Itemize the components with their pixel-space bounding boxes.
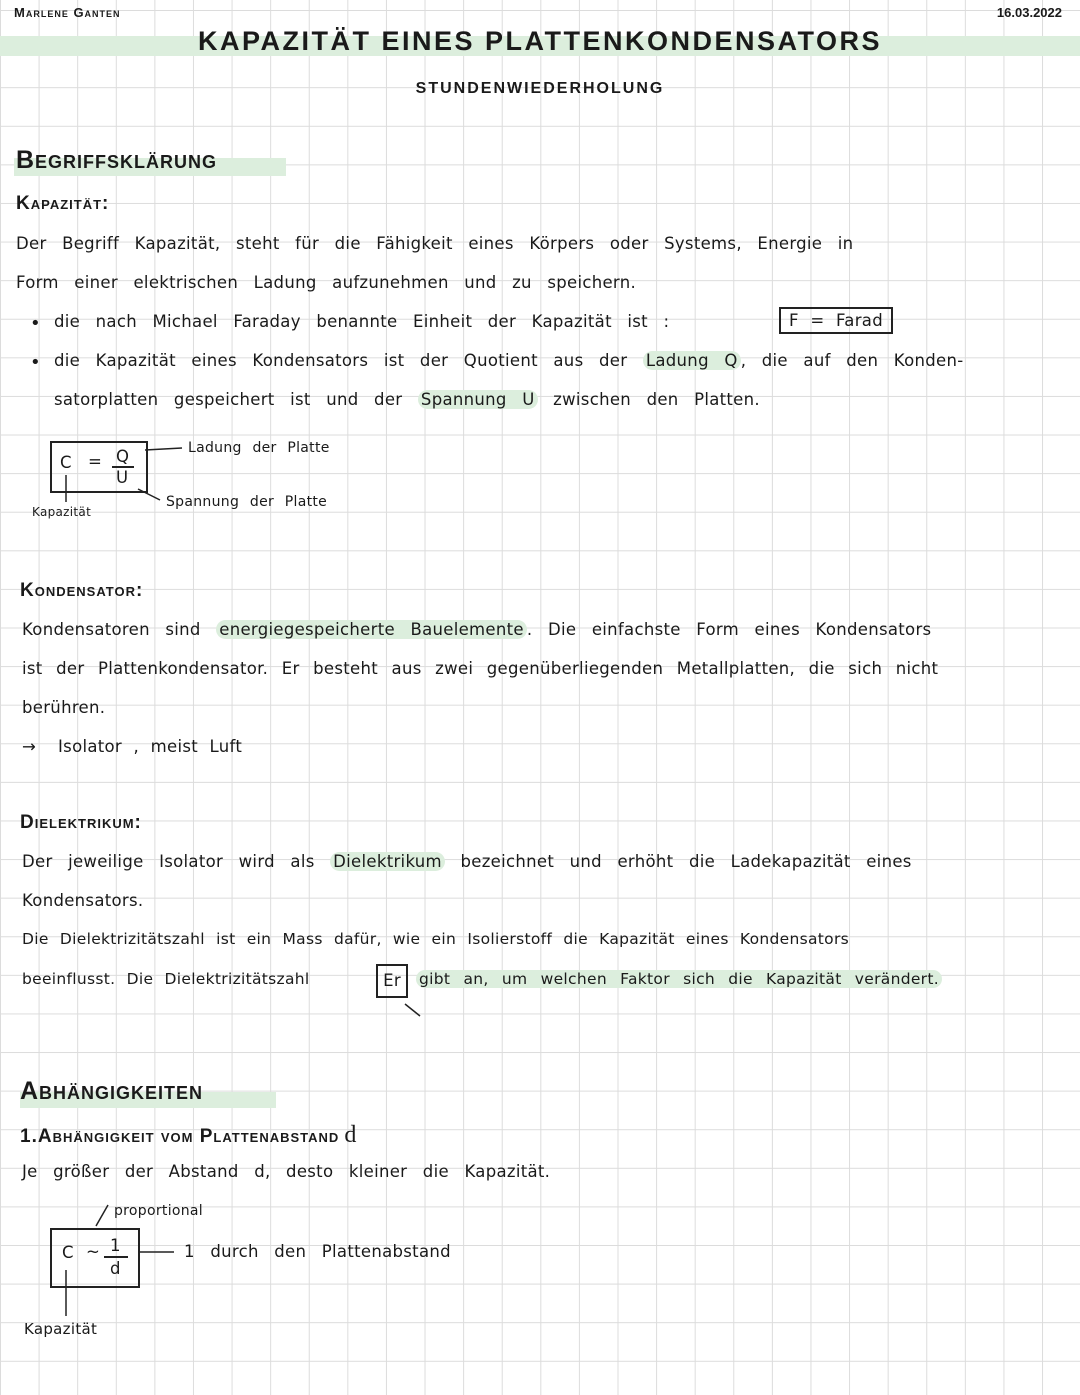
line-to-proportional xyxy=(96,1205,108,1226)
label-proportional: proportional xyxy=(114,1203,203,1219)
highlight-bauelemente: energiegespeicherte Bauelemente xyxy=(216,620,527,639)
dielektrikum-line2: Kondensators. xyxy=(22,891,144,910)
kondensator-line1-post: . Die einfachste Form eines Kondensators xyxy=(526,620,932,639)
highlight-ladung-q: Ladung Q xyxy=(643,351,741,370)
subheading-plattenabstand-text: 1.Abhängigkeit vom Plattenabstand xyxy=(20,1126,340,1147)
page-subtitle: STUNDENWIEDERHOLUNG xyxy=(415,80,665,97)
formula2-lhs-c: C xyxy=(62,1243,74,1262)
bullet2-line2-pre: satorplatten gespeichert ist und der xyxy=(54,390,403,409)
bullet2-text-post: , die auf den Konden- xyxy=(740,351,964,370)
dielektrikum-line4-pre: beeinflusst. Die Dielektrizitätszahl xyxy=(22,970,310,988)
formula2-fraction-bar xyxy=(104,1256,128,1258)
page-title: KAPAZITÄT EINES PLATTENKONDENSATORS xyxy=(197,26,883,56)
subheading-kondensator: Kondensator: xyxy=(20,580,144,601)
bullet2-text-pre: die Kapazität eines Kondensators ist der Quotient aus der xyxy=(54,351,628,370)
formula2-tilde: ~ xyxy=(86,1242,101,1261)
kondensator-line4: Isolator , meist Luft xyxy=(58,737,243,756)
label-kapazitaet-2: Kapazität xyxy=(24,1320,98,1338)
arrow-icon: → xyxy=(22,737,37,756)
kondensator-line1 xyxy=(22,620,931,639)
unit-farad-box: F = Farad xyxy=(779,307,893,334)
dielektrikum-line1 xyxy=(22,852,912,871)
highlight-dielektrikum: Dielektrikum xyxy=(330,852,445,871)
dielektrikum-line1-pre: Der jeweilige Isolator wird als xyxy=(22,852,315,871)
dielektrikum-line3: Die Dielektrizitätszahl ist ein Mass dafür, wie ein Isolierstoff die Kapazität eines Kondensators xyxy=(22,930,850,948)
label-1-durch-plattenabstand: 1 durch den Plattenabstand xyxy=(184,1242,451,1261)
highlight-spannung-u: Spannung U xyxy=(418,390,538,409)
kapazitaet-text-line1: Der Begriff Kapazität, steht für die Fähigkeit eines Körpers oder Systems, Energie in xyxy=(16,234,854,253)
bullet1-text: die nach Michael Faraday benannte Einheit der Kapazität ist : xyxy=(54,312,670,331)
formula-equals: = xyxy=(88,452,103,471)
section-heading-begriffsklaerung: Begriffsklärung xyxy=(16,146,218,174)
section-heading-abhaengigkeiten: Abhängigkeiten xyxy=(20,1077,204,1105)
label-spannung-der-platte: Spannung der Platte xyxy=(166,494,328,510)
epsilon-r-box: Er xyxy=(376,964,408,998)
formula-lhs-c: C xyxy=(60,453,72,472)
document-date: 16.03.2022 xyxy=(996,5,1062,20)
subheading-var-d: d xyxy=(344,1122,357,1148)
label-ladung-der-platte: Ladung der Platte xyxy=(188,440,330,456)
formula2-denominator-d: d xyxy=(110,1259,121,1278)
subheading-plattenabstand xyxy=(20,1122,356,1149)
formula-denominator-u: U xyxy=(116,468,129,487)
highlight-faktor: gibt an, um welchen Faktor sich die Kapazität verändert. xyxy=(416,970,942,988)
formula-numerator-q: Q xyxy=(116,447,130,466)
bullet-dot-2: • xyxy=(30,352,41,373)
subheading-kapazitaet: Kapazität: xyxy=(16,193,110,214)
formula2-numerator-1: 1 xyxy=(110,1236,121,1255)
kondensator-line2: ist der Plattenkondensator. Er besteht aus zwei gegenüberliegenden Metallplatten, die sich nicht xyxy=(22,659,939,678)
author-name: Marlene Ganten xyxy=(14,5,121,20)
line-to-spannung xyxy=(138,489,160,500)
line-to-ladung xyxy=(145,448,182,450)
kondensator-line3: berühren. xyxy=(22,698,106,717)
line-under-er xyxy=(405,1004,420,1016)
bullet2-line2-post: zwischen den Platten. xyxy=(553,390,760,409)
subheading-dielektrikum: Dielektrikum: xyxy=(20,812,142,833)
dielektrikum-line1-post: bezeichnet und erhöht die Ladekapazität eines xyxy=(460,852,912,871)
label-kapazitaet: Kapazität xyxy=(32,505,92,519)
kapazitaet-text-line2: Form einer elektrischen Ladung aufzunehmen und zu speichern. xyxy=(16,273,637,292)
plattenabstand-line1: Je größer der Abstand d, desto kleiner die Kapazität. xyxy=(22,1162,551,1181)
kondensator-line1-pre: Kondensatoren sind xyxy=(22,620,201,639)
bullet-dot-1: • xyxy=(30,313,41,334)
